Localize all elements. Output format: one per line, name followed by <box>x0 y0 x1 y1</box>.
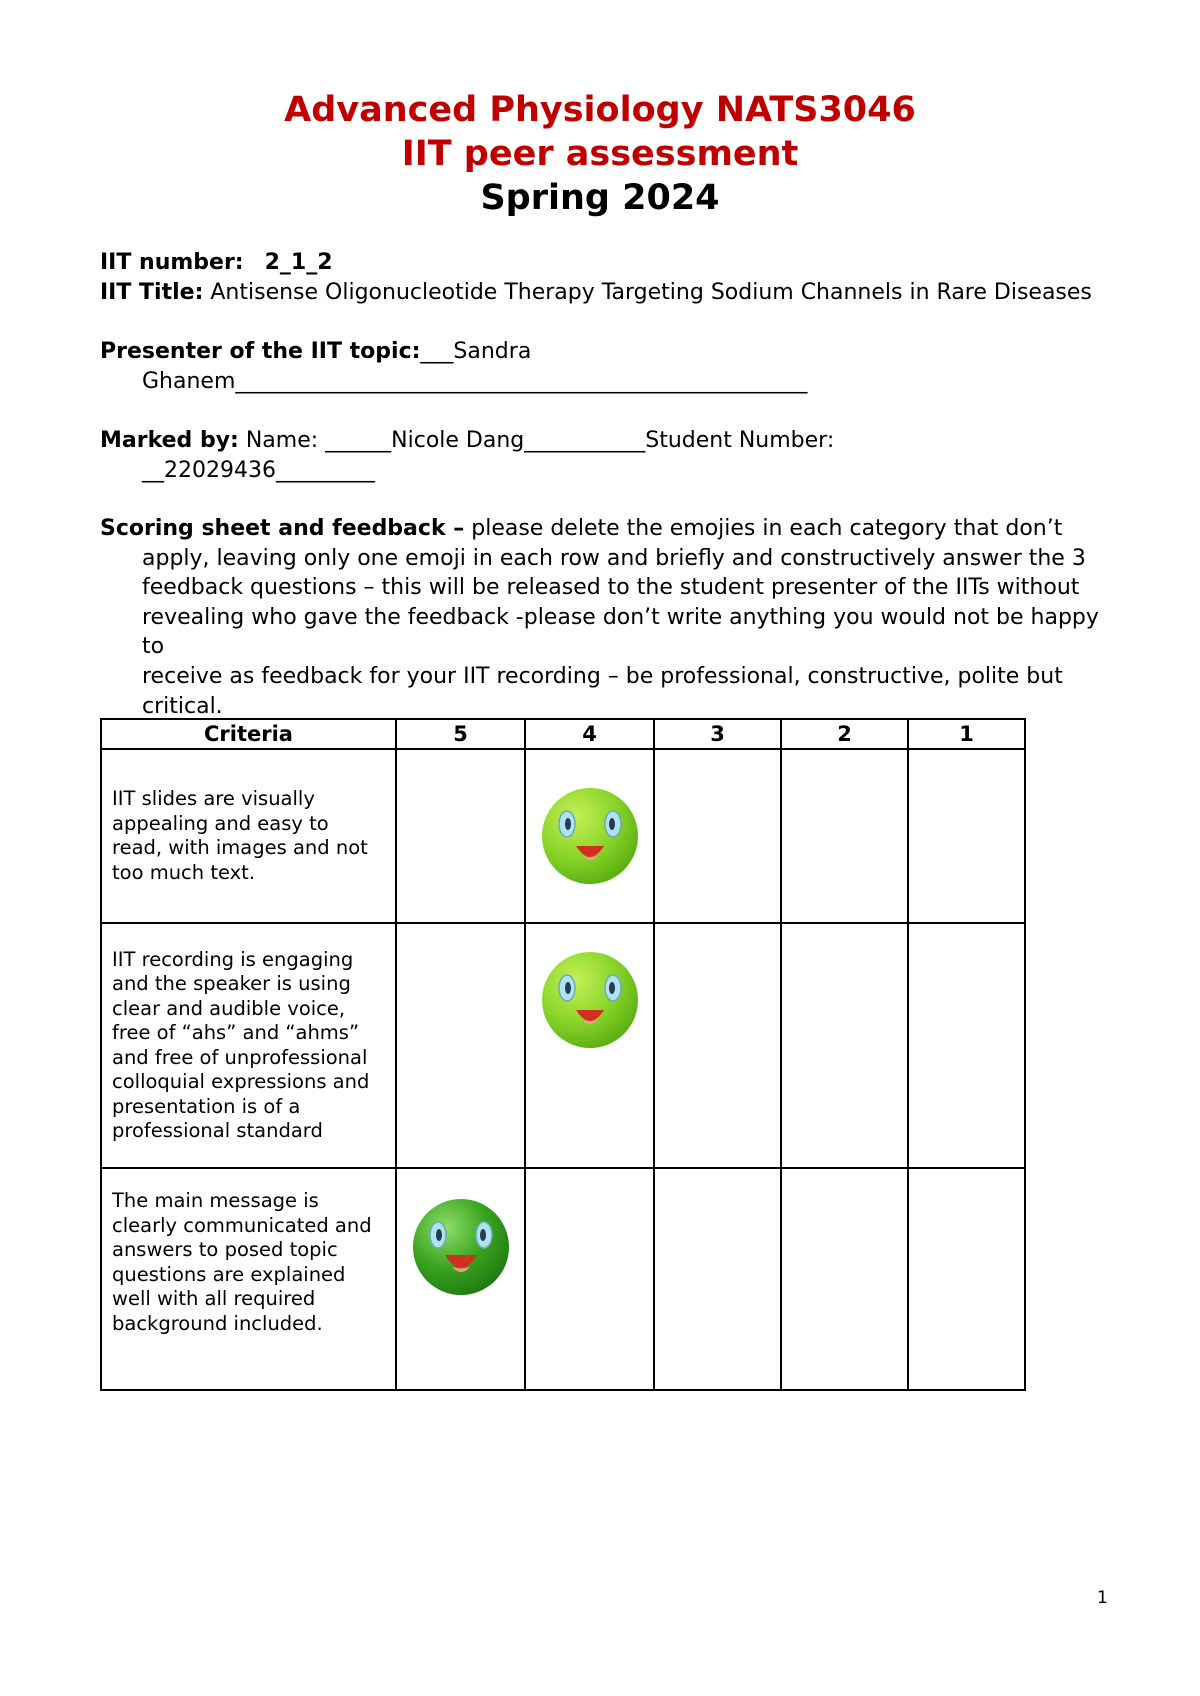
score-cell-5[interactable] <box>396 749 525 923</box>
header-score-1: 1 <box>908 719 1025 749</box>
header-criteria: Criteria <box>101 719 396 749</box>
marked-by-name: Name: ______Nicole Dang___________Student Number: <box>245 428 835 453</box>
student-number-value: __22029436_________ <box>142 458 375 483</box>
iit-number-line <box>100 248 333 278</box>
marked-by-label: Marked by: <box>100 428 239 453</box>
page-number: 1 <box>1097 1588 1108 1608</box>
table-row <box>101 923 1025 1168</box>
header-score-4: 4 <box>525 719 654 749</box>
iit-title-label: IIT Title: <box>100 280 204 305</box>
assessment-title: IIT peer assessment <box>401 134 799 174</box>
term-title: Spring 2024 <box>480 178 720 218</box>
score-cell-3[interactable] <box>654 923 781 1168</box>
presenter-line <box>100 337 531 367</box>
marked-by-line <box>100 426 834 456</box>
iit-number-label: IIT number: <box>100 250 244 275</box>
header-score-3: 3 <box>654 719 781 749</box>
score-cell-2[interactable] <box>781 1168 908 1390</box>
header-score-2: 2 <box>781 719 908 749</box>
score-cell-5[interactable] <box>396 1168 525 1390</box>
header-score-5: 5 <box>396 719 525 749</box>
course-title: Advanced Physiology NATS3046 <box>284 90 916 130</box>
instructions-line1: please delete the emojies in each category that don’t <box>471 516 1063 541</box>
smiley-face-icon[interactable] <box>540 950 640 1050</box>
score-cell-2[interactable] <box>781 749 908 923</box>
presenter-name-part2: Ghanem____________________________________________________ <box>142 369 808 394</box>
score-cell-3[interactable] <box>654 749 781 923</box>
instructions-label: Scoring sheet and feedback – <box>100 516 465 541</box>
iit-title-value: Antisense Oligonucleotide Therapy Targeting Sodium Channels in Rare Diseases <box>210 280 1092 305</box>
criterion-recording: IIT recording is engaging and the speaker is using clear and audible voice, free of “ahs” and “ahms” and free of unprofessional colloquial expressions and presentation is of a professional standard <box>101 923 396 1168</box>
criterion-main-message: The main message is clearly communicated and answers to posed topic questions are explained well with all required background included. <box>101 1168 396 1390</box>
instructions-line6: critical. <box>142 693 223 719</box>
instructions-line5: receive as feedback for your IIT recording – be professional, constructive, polite but <box>142 663 1063 689</box>
table-header-row <box>101 719 1025 749</box>
score-cell-4[interactable] <box>525 749 654 923</box>
criterion-slides: IIT slides are visually appealing and easy to read, with images and not too much text. <box>101 749 396 923</box>
smiley-face-icon[interactable] <box>540 786 640 886</box>
iit-title-line <box>100 278 1092 308</box>
presenter-name-part1: ___Sandra <box>420 339 532 364</box>
instructions-line2: apply, leaving only one emoji in each row and briefly and constructively answer the 3 <box>142 545 1086 571</box>
presenter-label: Presenter of the IIT topic: <box>100 339 421 364</box>
score-cell-1[interactable] <box>908 1168 1025 1390</box>
score-cell-4[interactable] <box>525 1168 654 1390</box>
smiley-face-icon[interactable] <box>411 1197 511 1297</box>
score-cell-1[interactable] <box>908 923 1025 1168</box>
instructions-paragraph <box>100 514 1115 721</box>
score-cell-1[interactable] <box>908 749 1025 923</box>
score-cell-4[interactable] <box>525 923 654 1168</box>
table-row <box>101 749 1025 923</box>
scoring-table <box>100 718 1026 1391</box>
table-row <box>101 1168 1025 1390</box>
score-cell-2[interactable] <box>781 923 908 1168</box>
instructions-line4: revealing who gave the feedback -please don’t write anything you would not be happy to <box>142 604 1099 660</box>
iit-number-value: 2_1_2 <box>264 250 333 275</box>
score-cell-3[interactable] <box>654 1168 781 1390</box>
instructions-line3: feedback questions – this will be released to the student presenter of the IITs without <box>142 575 1080 601</box>
score-cell-5[interactable] <box>396 923 525 1168</box>
